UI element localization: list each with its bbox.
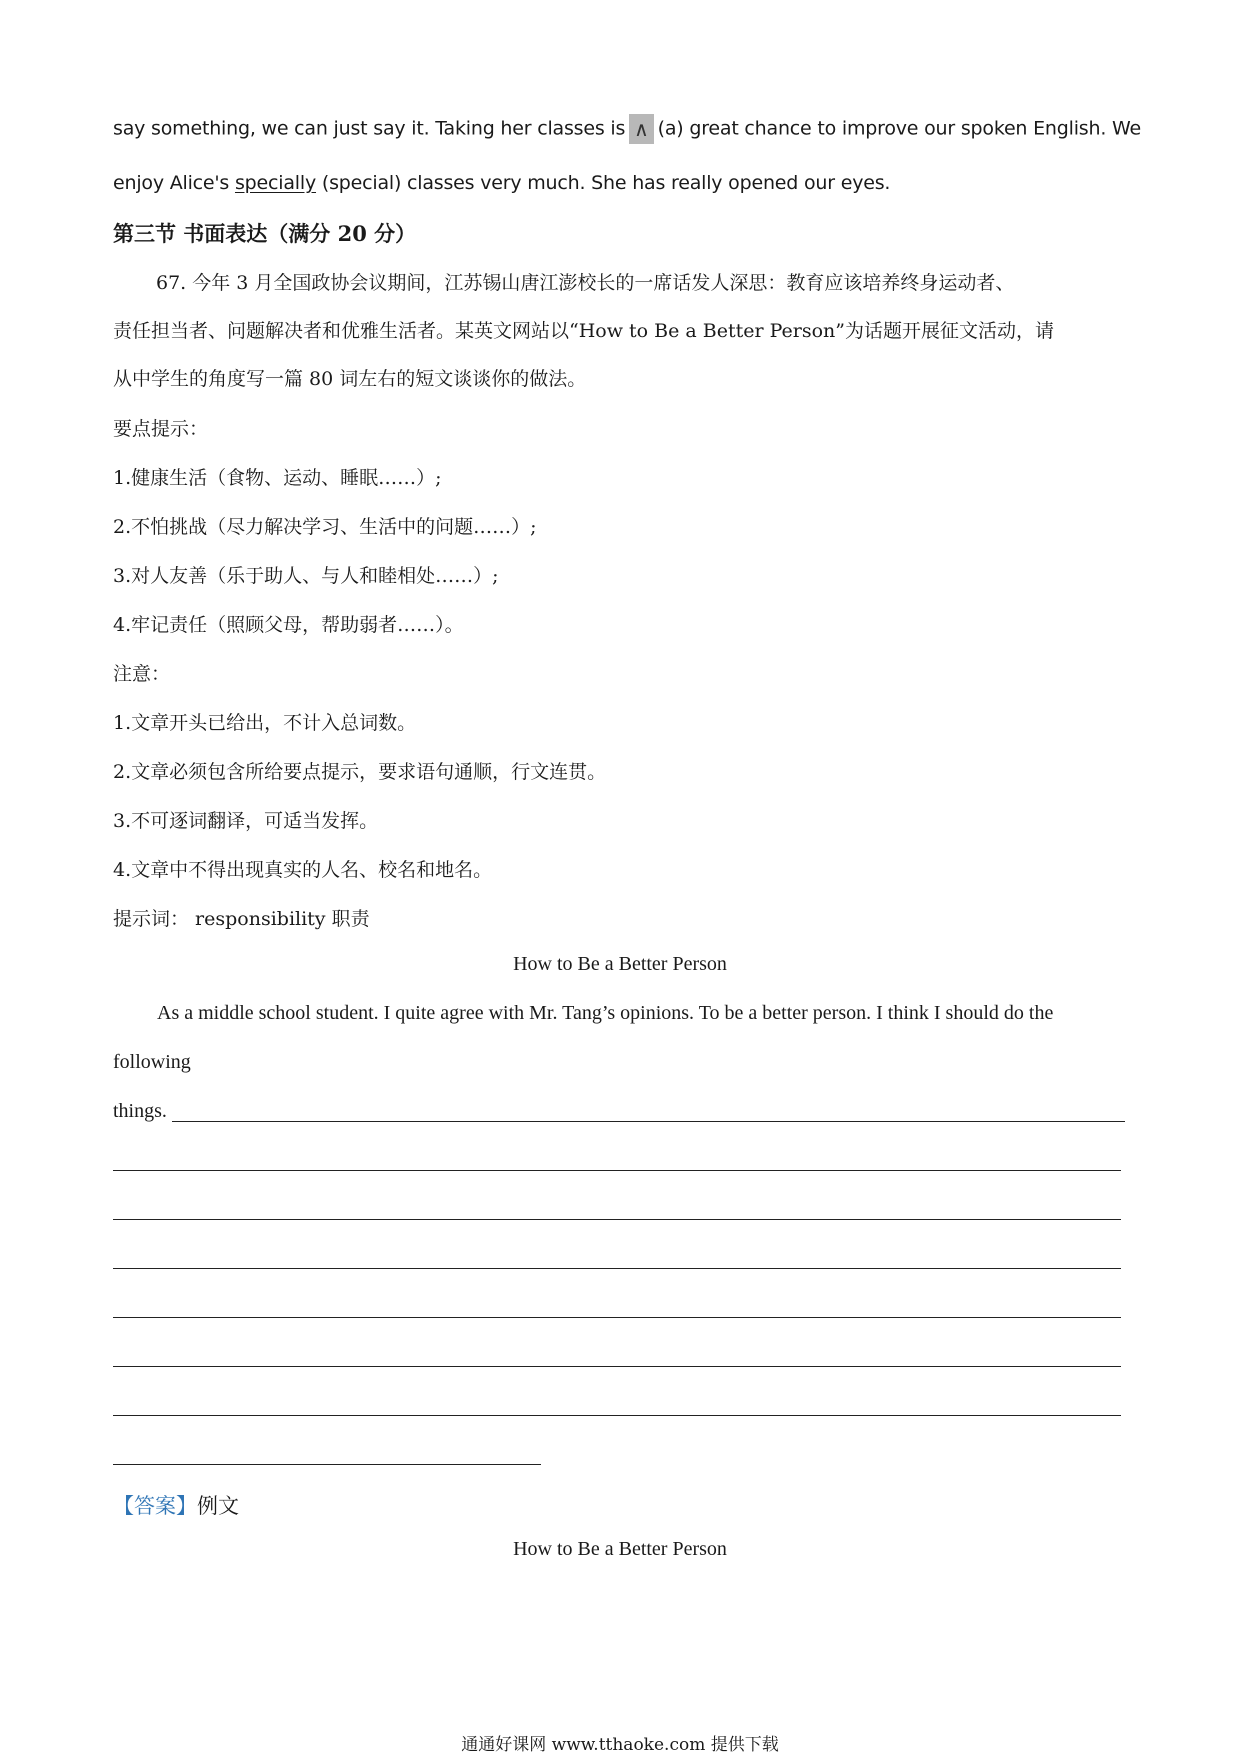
point-item-1: 1.健康生活（食物、运动、睡眠……）; [113,467,442,489]
passage-text: (a) great chance to improve our spoken English. We [657,117,1141,140]
insertion-caret-mark: ∧ [629,114,653,144]
writing-line [113,1415,1121,1416]
writing-line [113,1464,541,1465]
passage-line-2 [113,172,890,194]
note-item-1: 1.文章开头已给出，不计入总词数。 [113,712,417,734]
note-item-2: 2.文章必须包含所给要点提示，要求语句通顺，行文连贯。 [113,761,607,783]
footer-watermark: 通通好课网 www.tthaoke.com 提供下载 [461,1735,779,1755]
correction-underlined-word: specially [234,172,317,194]
writing-line [113,1317,1121,1318]
writing-line [113,1268,1121,1269]
hint-word: 提示词： responsibility 职责 [113,908,370,930]
writing-line [172,1121,1125,1122]
passage-text: enjoy Alice's [113,172,230,194]
passage-text: (special) classes very much. She has really opened our eyes. [316,172,891,194]
writing-line [113,1219,1121,1220]
point-item-4: 4.牢记责任（照顾父母，帮助弱者……）。 [113,614,464,636]
writing-line [113,1170,1121,1171]
answer-essay-title: How to Be a Better Person [513,1538,727,1560]
note-item-4: 4.文章中不得出现真实的人名、校名和地名。 [113,859,493,881]
answer-label: 例文 [197,1494,239,1518]
essay-line-1: As a middle school student. I quite agree with Mr. Tang’s opinions. To be a better person. I think I should do the [157,1002,1054,1024]
points-heading: 要点提示： [113,418,209,440]
essay-line-3: things. [113,1100,167,1122]
essay-line-2: following [113,1051,191,1073]
point-item-3: 3.对人友善（乐于助人、与人和睦相处……）; [113,565,499,587]
notes-heading: 注意： [113,663,171,685]
passage-line-1 [113,114,1141,144]
question-line-1: 67. 今年 3 月全国政协会议期间，江苏锡山唐江澎校长的一席话发人深思：教育应该培养终身运动者、 [156,272,1015,294]
passage-text: say something, we can just say it. Taking her classes is [113,117,626,140]
question-line-2: 责任担当者、问题解决者和优雅生活者。某英文网站以“How to Be a Better Person”为话题开展征文活动，请 [113,320,1054,342]
point-item-2: 2.不怕挑战（尽力解决学习、生活中的问题……）; [113,516,537,538]
question-line-3: 从中学生的角度写一篇 80 词左右的短文谈谈你的做法。 [113,368,587,390]
section-title: 第三节 书面表达（满分 20 分） [113,221,417,246]
essay-title: How to Be a Better Person [513,953,727,975]
writing-line [113,1366,1121,1367]
answer-label-row [113,1490,239,1520]
answer-tag: 【答案】 [113,1494,197,1518]
note-item-3: 3.不可逐词翻译，可适当发挥。 [113,810,379,832]
